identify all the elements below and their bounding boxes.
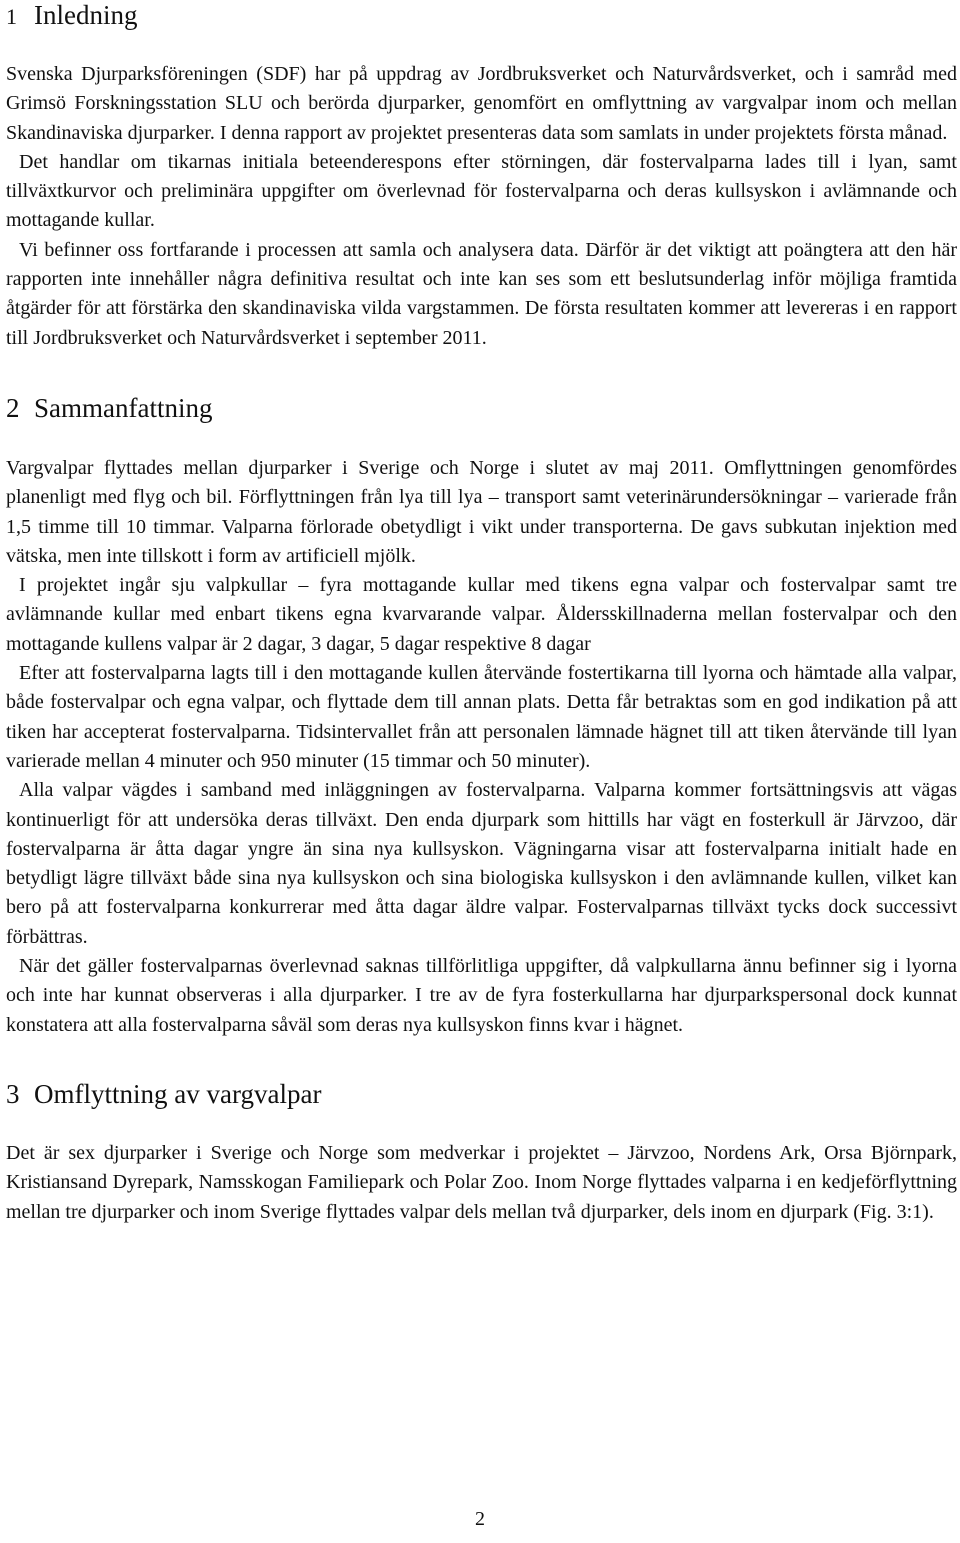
paragraph: Alla valpar vägdes i samband med inläggningen av fostervalparna. Valparna kommer fortsättningsvis att vägas kontinuerligt för att undersöka deras tillväxt. Den enda djurpark som hittills har vägt en fosterkull är Järvzoo, där fostervalparna är åtta dagar yngre än sina nya kullsyskon. Vägningarna visar att fostervalparna initialt hade en betydligt lägre tillväxt både sina nya kullsyskon och sina biologiska kullsyskon i den avlämnande kullen, vilket kan bero på att fostervalparna konkurrerar med åtta dagar äldre valpar. Fostervalparnas tillväxt tycks dock successivt förbättras. <box>6 779 957 948</box>
section-title: Omflyttning av vargvalpar <box>34 1078 322 1109</box>
section-number: 1 <box>6 4 17 29</box>
section-heading <box>6 1079 957 1109</box>
section-title: Inledning <box>34 0 138 30</box>
page-number: 2 <box>475 1508 485 1530</box>
paragraph: Vi befinner oss fortfarande i processen att samla och analysera data. Därför är det viktigt att poängtera att den här rapporten inte innehåller några definitiva resultat och inte kan ses som ett beslutsunderlag inför möjliga framtida åtgärder för att förstärka den skandinaviska vilda vargstammen. De första resultaten kommer att levereras i en rapport till Jordbruksverket och Naturvårdsverket i september 2011. <box>6 238 957 349</box>
paragraph: Det handlar om tikarnas initiala beteenderespons efter störningen, där fostervalparna lades till i lyan, samt tillväxtkurvor och preliminära uppgifter om överlevnad för fostervalparna och deras kullsyskon i avlämnande och mottagande kullar. <box>6 150 957 232</box>
section-number: 2 <box>6 392 20 423</box>
paragraph: Svenska Djurparksföreningen (SDF) har på uppdrag av Jordbruksverket och Naturvårdsverket, och i samråd med Grimsö Forskningsstation SLU och berörda djurparker, genomfört en omflyttning av vargvalpar inom och mellan Skandinaviska djurparker. I denna rapport av projektet presenteras data som samlats in under projektets första månad. <box>6 63 957 144</box>
section-number: 3 <box>6 1078 20 1109</box>
section-title: Sammanfattning <box>34 392 213 423</box>
paragraph: När det gäller fostervalparnas överlevnad saknas tillförlitliga uppgifter, då valpkullarna ännu befinner sig i lyorna och inte har kunnat observeras i alla djurparker. I tre av de fyra fosterkullarna har djurparkspersonal dock kunnat konstatera att alla fostervalparna såväl som deras nya kullsyskon finns kvar i hägnet. <box>6 955 957 1036</box>
paragraph: Vargvalpar flyttades mellan djurparker i Sverige och Norge i slutet av maj 2011. Omflyttningen genomfördes planenligt med flyg och bil. Förflyttningen från lya till lya – transport samt veterinärundersökningar – varierade från 1,5 timme till 10 timmar. Valparna förlorade obetydligt i vikt under transporterna. De gavs subkutan injektion med vätska, men inte tillskott i form av artificiell mjölk. <box>6 456 957 567</box>
document-page <box>6 0 957 1227</box>
paragraph: I projektet ingår sju valpkullar – fyra mottagande kullar med tikens egna valpar och fostervalpar samt tre avlämnande kullar med enbart tikens egna kvarvarande valpar. Åldersskillnaderna mellan fostervalpar och den mottagande kullens valpar är 2 dagar, 3 dagar, 5 dagar respektive 8 dagar <box>6 574 957 655</box>
paragraph: Det är sex djurparker i Sverige och Norge som medverkar i projektet – Järvzoo, Nordens Ark, Orsa Björnpark, Kristiansand Dyrepark, Namsskogan Familiepark och Polar Zoo. Inom Norge flyttades valparna i en kedjeförflyttning mellan tre djurparker och inom Sverige flyttades valpar dels mellan två djurparker, dels inom en djurpark (Fig. 3:1). <box>6 1141 957 1223</box>
section-heading <box>6 393 957 423</box>
section-heading <box>6 0 957 32</box>
paragraph: Efter att fostervalparna lagts till i den mottagande kullen återvände fostertikarna till lyorna och hämtade alla valpar, både fostervalpar och egna valpar, och flyttade dem till annan plats. Detta får betraktas som en god indikation på att tiken har accepterat fostervalparna. Tidsintervallet från att personalen lämnade hägnet till att tiken återvände till lyan varierade mellan 4 minuter och 950 minuter (15 timmar och 50 minuter). <box>6 662 957 772</box>
